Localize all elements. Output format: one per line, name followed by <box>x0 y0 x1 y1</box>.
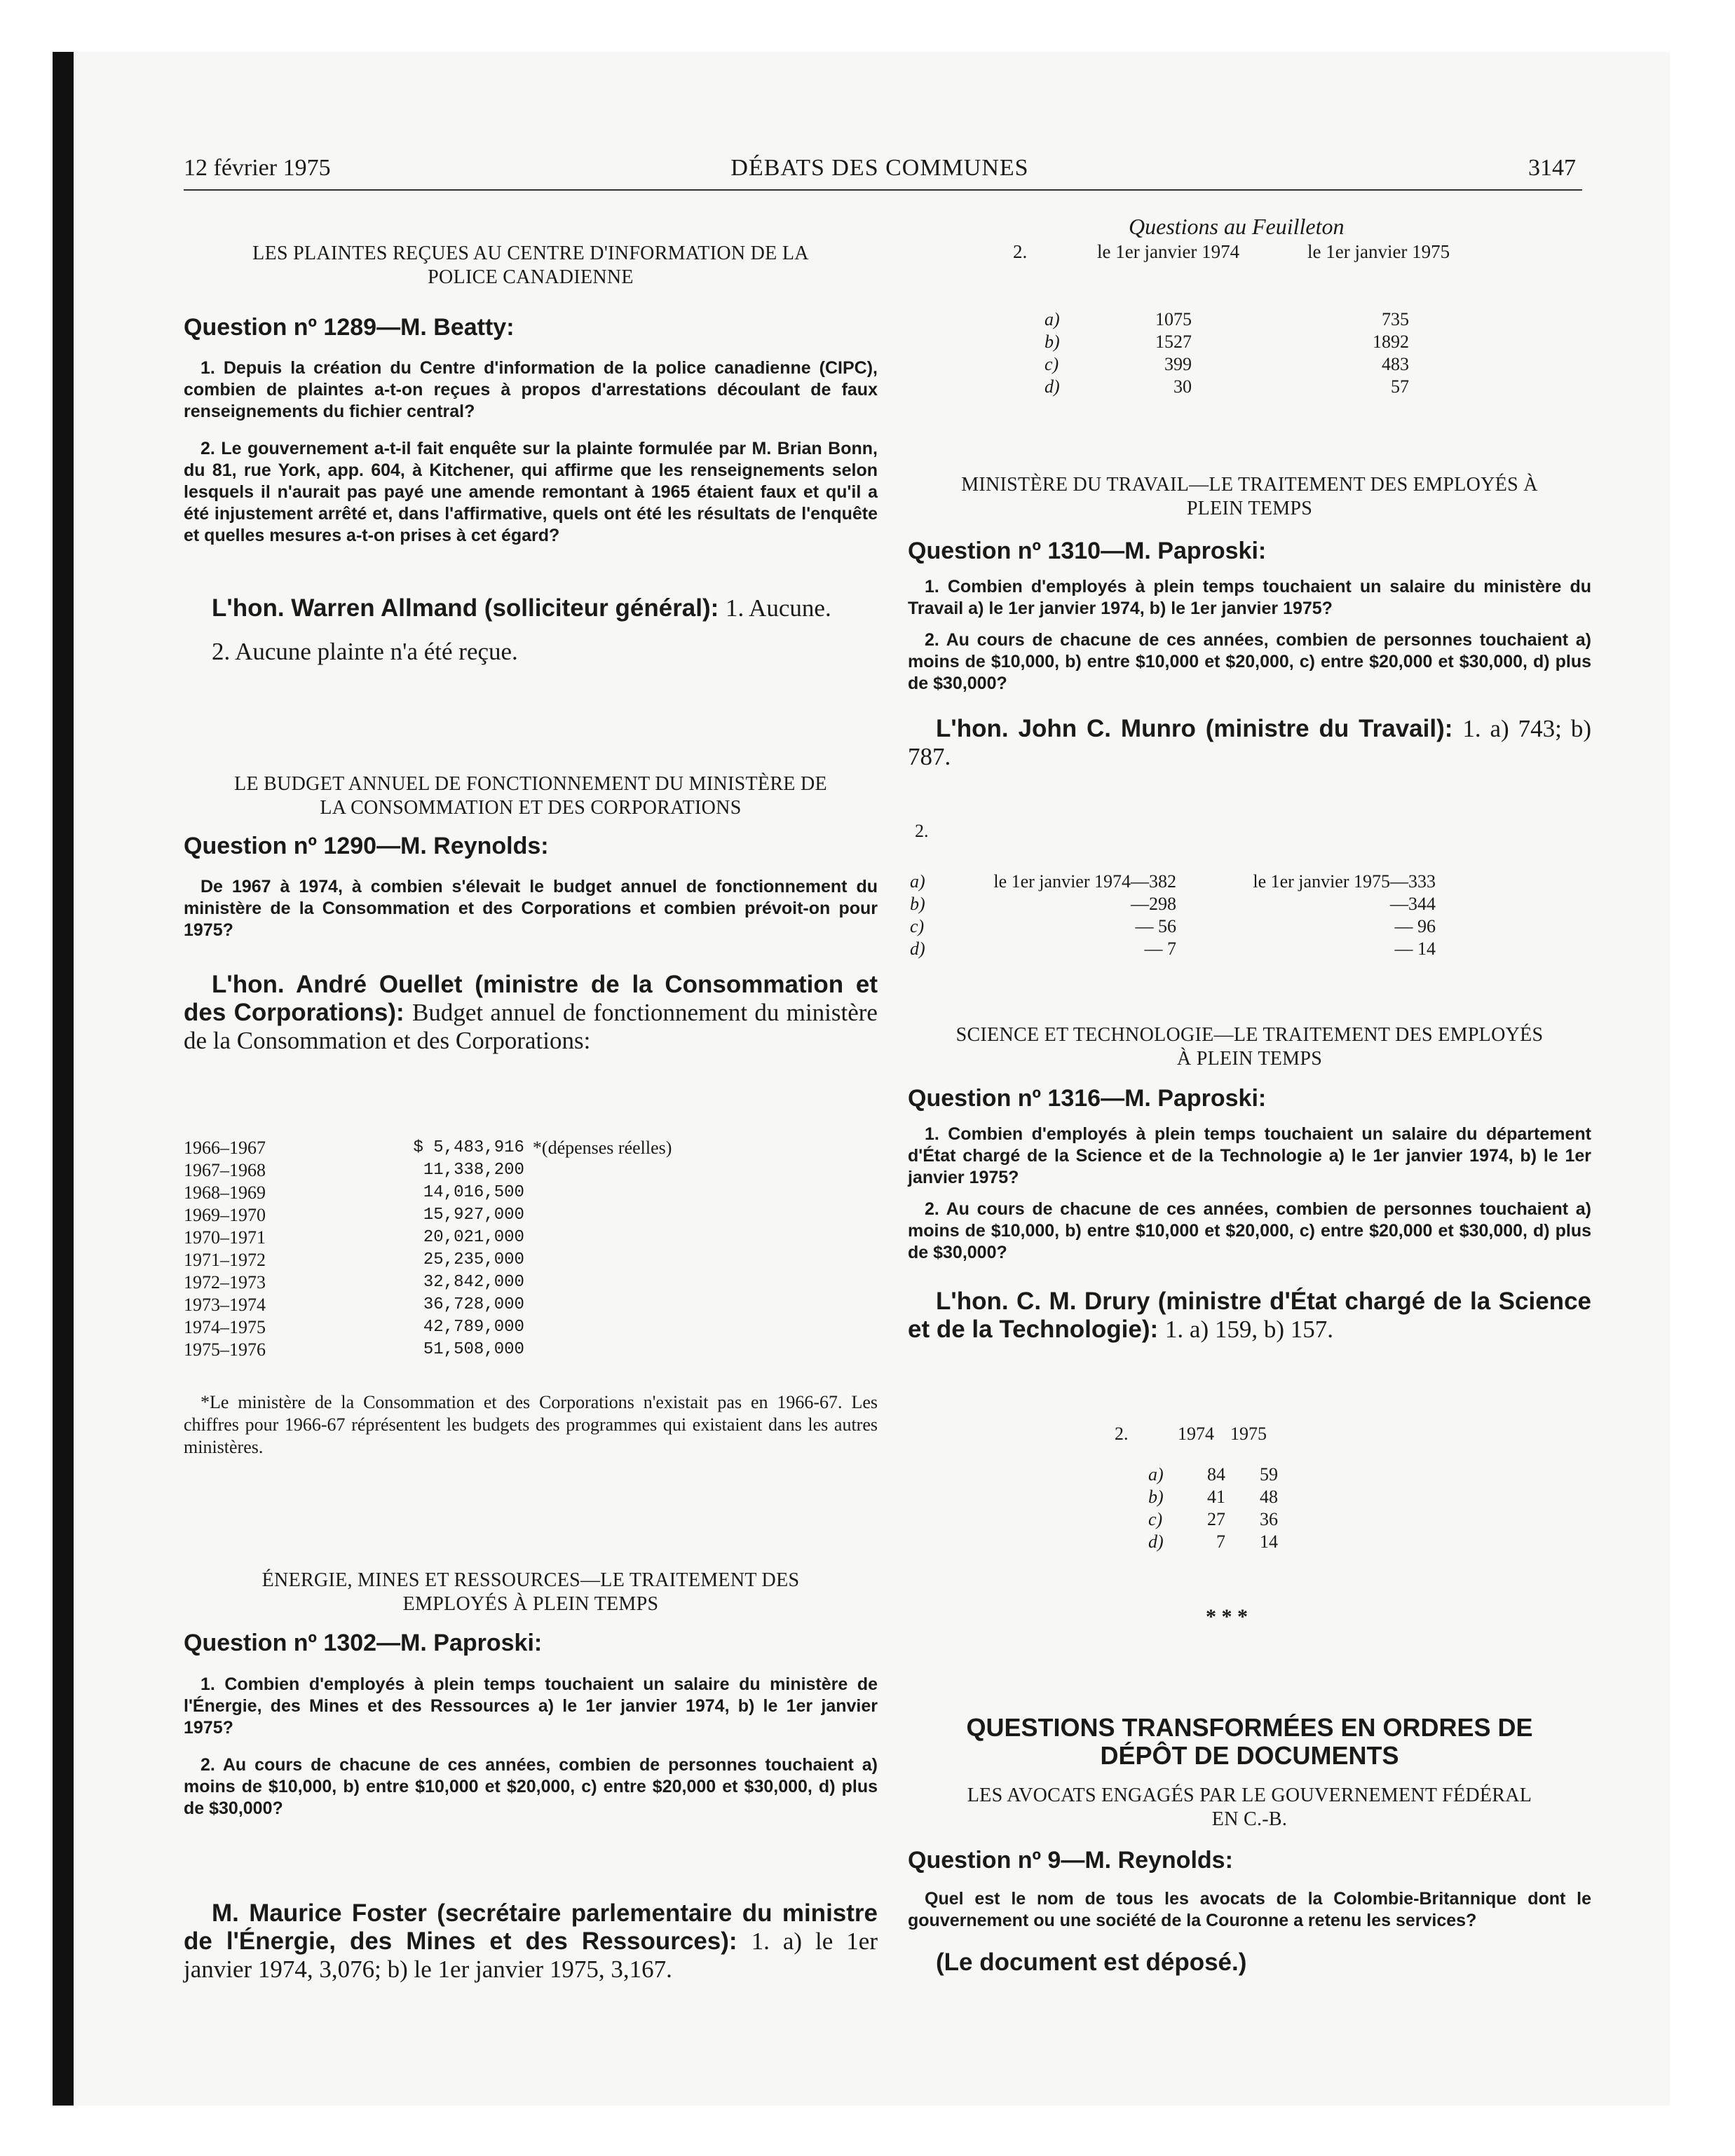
budget-amount: 42,789,000 <box>423 1318 524 1337</box>
table-number: 2. <box>915 821 929 841</box>
cell-value: — 56 <box>1135 916 1176 936</box>
section-title-labour <box>908 473 1591 521</box>
cell-value: 7 <box>1216 1531 1225 1552</box>
question-paragraph: 2. Au cours de chacune de ces années, combien de personnes touchaient a) moins de $10,000, b) entre $10,000 et $20,000, c) entre $20,000 et $30,000, d) plus de $30,000? <box>908 1199 1591 1262</box>
row-label: b) <box>910 894 925 914</box>
row-label: b) <box>1148 1487 1164 1507</box>
budget-note <box>524 1204 815 1227</box>
document-deposited-note: (Le document est déposé.) <box>936 1949 1247 1976</box>
row-label: d) <box>910 939 925 959</box>
table-row <box>1045 376 1465 398</box>
cell-value: 41 <box>1207 1487 1225 1507</box>
section-title-line: EN C.-B. <box>1211 1808 1288 1830</box>
budget-year: 1969–1970 <box>184 1205 266 1225</box>
question-text-1310 <box>908 576 1591 695</box>
section-title-line: LES AVOCATS ENGAGÉS PAR LE GOUVERNEMENT FÉDÉRAL <box>967 1785 1532 1806</box>
answer-text: 1. a) 159, b) 157. <box>1164 1316 1334 1343</box>
cell-value: 59 <box>1260 1464 1278 1485</box>
answer-speaker: L'hon. C. M. Drury (ministre d'État chargé de la Science et de la Technologie): <box>908 1288 1591 1343</box>
budget-note <box>524 1182 815 1204</box>
budget-amount: $ 5,483,916 <box>413 1138 524 1157</box>
table-1302 <box>1045 308 1465 398</box>
table-row <box>184 1227 815 1249</box>
table-row <box>910 938 1443 960</box>
cell-value: 1075 <box>1155 309 1192 329</box>
header-rule <box>184 189 1582 191</box>
table-column-header: le 1er janvier 1974 <box>1097 241 1240 262</box>
question-paragraph: 1. Combien d'employés à plein temps touchaient un salaire du département d'État chargé de la Science et de la Technologie a) le 1er janvier 1974, b) le 1er janvier 1975? <box>908 1124 1591 1187</box>
cell-value: — 14 <box>1394 939 1436 959</box>
cell-value: 27 <box>1207 1509 1225 1529</box>
question-number: Question nº 1289 <box>184 314 377 341</box>
section-title-line: SCIENCE ET TECHNOLOGIE—LE TRAITEMENT DES EMPLOYÉS <box>955 1024 1544 1046</box>
budget-year: 1971–1972 <box>184 1250 266 1270</box>
section-title-line: À PLEIN TEMPS <box>1176 1048 1323 1070</box>
question-member: —M. Beatty: <box>376 314 515 341</box>
section-title-line: POLICE CANADIENNE <box>428 266 634 288</box>
question-paragraph: 1. Combien d'employés à plein temps touchaient un salaire du ministère de l'Énergie, des Mines et des Ressources a) le 1er janvier 1974, b) le 1er janvier 1975? <box>184 1674 878 1738</box>
budget-note <box>524 1249 815 1271</box>
question-number: Question nº 1290 <box>184 833 377 859</box>
table-row <box>184 1182 815 1204</box>
answer-speaker: L'hon. John C. Munro (ministre du Travail): <box>936 715 1453 742</box>
question-member: —M. Paproski: <box>1101 1085 1267 1112</box>
section-title-police <box>184 242 878 289</box>
cell-value: 735 <box>1382 309 1409 329</box>
answer-text: 1. Aucune. <box>726 594 831 622</box>
question-member: —M. Paproski: <box>1101 538 1267 564</box>
cell-value: 57 <box>1391 376 1409 397</box>
table-row <box>184 1316 815 1339</box>
section-title-budget <box>184 772 878 820</box>
table-row <box>910 893 1443 915</box>
budget-amount: 15,927,000 <box>423 1206 524 1224</box>
question-paragraph: 2. Au cours de chacune de ces années, combien de personnes touchaient a) moins de $10,000, b) entre $10,000 et $20,000, c) entre $20,000 et $30,000, d) plus de $30,000? <box>908 630 1591 693</box>
row-label: a) <box>1045 309 1060 329</box>
row-label: a) <box>910 871 925 892</box>
table-row <box>1045 331 1465 353</box>
question-member: —M. Reynolds: <box>1061 1847 1233 1874</box>
question-paragraph: 1. Combien d'employés à plein temps touchaient un salaire du ministère du Travail a) le 1er janvier 1974, b) le 1er janvier 1975? <box>908 577 1591 618</box>
table-row <box>184 1137 815 1159</box>
heading-line: QUESTIONS TRANSFORMÉES EN ORDRES DE <box>966 1713 1533 1742</box>
budget-year: 1973–1974 <box>184 1295 266 1315</box>
question-heading-1316 <box>908 1085 1591 1112</box>
header-title: DÉBATS DES COMMUNES <box>730 155 1029 181</box>
section-title-line: LA CONSOMMATION ET DES CORPORATIONS <box>320 797 742 819</box>
question-heading-1302 <box>184 1630 878 1657</box>
budget-year: 1974–1975 <box>184 1317 266 1337</box>
answer-1316 <box>908 1288 1591 1344</box>
cell-value: 399 <box>1164 354 1192 374</box>
table-column-header: 1974 <box>1178 1424 1214 1444</box>
cell-value: — 7 <box>1144 939 1176 959</box>
budget-amount: 14,016,500 <box>423 1183 524 1202</box>
question-text-1302 <box>184 1674 878 1820</box>
question-paragraph: Quel est le nom de tous les avocats de la Colombie-Britannique dont le gouvernement ou une société de la Couronne a retenu les services? <box>908 1889 1591 1930</box>
budget-amount: 25,235,000 <box>423 1250 524 1269</box>
budget-note <box>524 1339 815 1361</box>
table-row <box>1148 1486 1359 1508</box>
budget-note <box>524 1316 815 1339</box>
question-number: Question nº 1316 <box>908 1085 1101 1112</box>
budget-year: 1975–1976 <box>184 1339 266 1360</box>
row-label: c) <box>910 916 925 936</box>
row-label: d) <box>1148 1531 1164 1552</box>
question-number: Question nº 9 <box>908 1847 1061 1874</box>
table-row <box>1045 353 1465 376</box>
budget-amount: 11,338,200 <box>423 1161 524 1180</box>
budget-footnote: *Le ministère de la Consommation et des Corporations n'existait pas en 1966-67. Les chiffres pour 1966-67 réprésentent les budgets des programmes qui existaient dans les autres ministères. <box>184 1392 878 1457</box>
heading-line: DÉPÔT DE DOCUMENTS <box>1100 1741 1399 1770</box>
question-text-1290 <box>184 876 878 941</box>
table-row <box>1045 308 1465 331</box>
budget-note <box>524 1159 815 1182</box>
question-paragraph: 2. Au cours de chacune de ces années, combien de personnes touchaient a) moins de $10,000, b) entre $10,000 et $20,000, c) entre $20,000 et $30,000, d) plus de $30,000? <box>184 1755 878 1818</box>
section-title-line: LES PLAINTES REÇUES AU CENTRE D'INFORMATION DE LA <box>252 243 809 264</box>
section-title-lawyers <box>908 1784 1591 1831</box>
budget-table <box>184 1137 815 1361</box>
table-number: 2. <box>1115 1424 1129 1444</box>
question-paragraph: 1. Depuis la création du Centre d'information de la police canadienne (CIPC), combien de plaintes a-t-on reçues à propos d'arrestations découlant de faux renseignements du fichier central? <box>184 358 878 421</box>
answer-text: 2. Aucune plainte n'a été reçue. <box>212 638 518 665</box>
table-1310 <box>910 871 1443 960</box>
question-heading-1289 <box>184 314 878 341</box>
table-row <box>910 871 1443 893</box>
budget-year: 1967–1968 <box>184 1160 266 1180</box>
table-row <box>184 1271 815 1294</box>
question-heading-1310 <box>908 538 1591 565</box>
answer-speaker: L'hon. Warren Allmand (solliciteur général): <box>212 594 719 622</box>
question-number: Question nº 1310 <box>908 538 1101 564</box>
table-column-header: le 1er janvier 1975 <box>1307 241 1450 262</box>
question-number: Question nº 1302 <box>184 1630 377 1656</box>
table-row <box>184 1204 815 1227</box>
table-row <box>1148 1464 1359 1486</box>
answer-text: 1. a) 743; b) 787. <box>908 715 1591 770</box>
section-title-line: MINISTÈRE DU TRAVAIL—LE TRAITEMENT DES EMPLOYÉS À <box>961 474 1538 496</box>
budget-year: 1966–1967 <box>184 1138 266 1158</box>
budget-note <box>524 1227 815 1249</box>
section-title-line: PLEIN TEMPS <box>1186 498 1313 519</box>
cell-value: — 96 <box>1394 916 1436 936</box>
question-text-9 <box>908 1888 1591 1932</box>
section-title-line: LE BUDGET ANNUEL DE FONCTIONNEMENT DU MINISTÈRE DE <box>234 773 827 795</box>
question-text-1289 <box>184 357 878 547</box>
table-row <box>1148 1508 1359 1531</box>
answer-1290 <box>184 971 878 1055</box>
question-paragraph: De 1967 à 1974, à combien s'élevait le budget annuel de fonctionnement du ministère de la Consommation et des Corporations et combien prévoit-on pour 1975? <box>184 877 878 940</box>
cell-value: 1527 <box>1155 332 1192 352</box>
header-date: 12 février 1975 <box>184 155 331 181</box>
table-row <box>184 1249 815 1271</box>
budget-note <box>524 1294 815 1316</box>
cell-value: —344 <box>1390 894 1436 914</box>
row-label: c) <box>1045 354 1059 374</box>
section-title-energy <box>184 1569 878 1616</box>
cell-value: 30 <box>1173 376 1192 397</box>
cell-value: le 1er janvier 1974—382 <box>993 871 1176 892</box>
row-label: c) <box>1148 1509 1163 1529</box>
row-label: d) <box>1045 376 1060 397</box>
header-page-number: 3147 <box>1528 155 1576 181</box>
cell-value: 483 <box>1382 354 1409 374</box>
binding-edge <box>53 52 74 2106</box>
table-1316 <box>1148 1464 1359 1553</box>
cell-value: le 1er janvier 1975—333 <box>1253 871 1436 892</box>
section-title-science <box>908 1023 1591 1071</box>
running-head: Questions au Feuilleton <box>1129 214 1345 239</box>
answer-speaker: L'hon. André Ouellet (ministre de la Consommation et des Corporations): <box>184 971 878 1026</box>
budget-note <box>524 1271 815 1294</box>
answer-text: Budget annuel de fonctionnement du ministère de la Consommation et des Corporations: <box>184 999 878 1054</box>
cell-value: 48 <box>1260 1487 1278 1507</box>
section-title-line: ÉNERGIE, MINES ET RESSOURCES—LE TRAITEMENT DES <box>261 1569 800 1591</box>
answer-1310 <box>908 715 1591 771</box>
question-member: —M. Paproski: <box>376 1630 543 1656</box>
question-paragraph: 2. Le gouvernement a-t-il fait enquête sur la plainte formulée par M. Brian Bonn, du 81, rue York, app. 604, à Kitchener, qui affirme que les renseignements selon lesquels il n'aurait pas payé une amende remontant à 1965 étaient faux et qu'il a été injustement arrêté et, dans l'affirmative, quels ont été les résultats de l'enquête et quelles mesures a-t-on prises à cet égard? <box>184 439 878 545</box>
table-row <box>184 1294 815 1316</box>
cell-value: 36 <box>1260 1509 1278 1529</box>
answer-1289 <box>184 594 878 666</box>
budget-amount: 32,842,000 <box>423 1273 524 1292</box>
budget-amount: 51,508,000 <box>423 1340 524 1359</box>
cell-value: 1892 <box>1373 332 1409 352</box>
budget-amount: 36,728,000 <box>423 1295 524 1314</box>
question-member: —M. Reynolds: <box>376 833 549 859</box>
heading-orders-for-return <box>908 1714 1591 1770</box>
table-row <box>184 1339 815 1361</box>
cell-value: 14 <box>1260 1531 1278 1552</box>
section-title-line: EMPLOYÉS À PLEIN TEMPS <box>402 1593 659 1615</box>
cell-value: —298 <box>1131 894 1176 914</box>
table-column-header: 1975 <box>1230 1424 1267 1444</box>
table-number: 2. <box>1013 241 1028 262</box>
table-1302-header <box>1013 240 1574 263</box>
table-row <box>910 915 1443 938</box>
budget-amount: 20,021,000 <box>423 1228 524 1247</box>
table-row <box>1148 1531 1359 1553</box>
question-heading-9 <box>908 1847 1591 1874</box>
budget-year: 1972–1973 <box>184 1272 266 1292</box>
answer-text: 1. a) le 1er janvier 1974, 3,076; b) le 1er janvier 1975, 3,167. <box>184 1928 878 1983</box>
cell-value: 84 <box>1207 1464 1225 1485</box>
answer-1302 <box>184 1899 878 1984</box>
table-1316-header <box>1115 1423 1325 1445</box>
section-separator-stars: * * * <box>1206 1605 1248 1628</box>
row-label: a) <box>1148 1464 1164 1485</box>
table-row <box>184 1159 815 1182</box>
answer-speaker: M. Maurice Foster (secrétaire parlementaire du ministre de l'Énergie, des Mines et des Ressources): <box>184 1899 878 1955</box>
question-heading-1290 <box>184 833 878 860</box>
budget-year: 1970–1971 <box>184 1227 266 1248</box>
question-text-1316 <box>908 1124 1591 1264</box>
budget-year: 1968–1969 <box>184 1182 266 1203</box>
budget-note: *(dépenses réelles) <box>532 1138 672 1158</box>
row-label: b) <box>1045 332 1060 352</box>
